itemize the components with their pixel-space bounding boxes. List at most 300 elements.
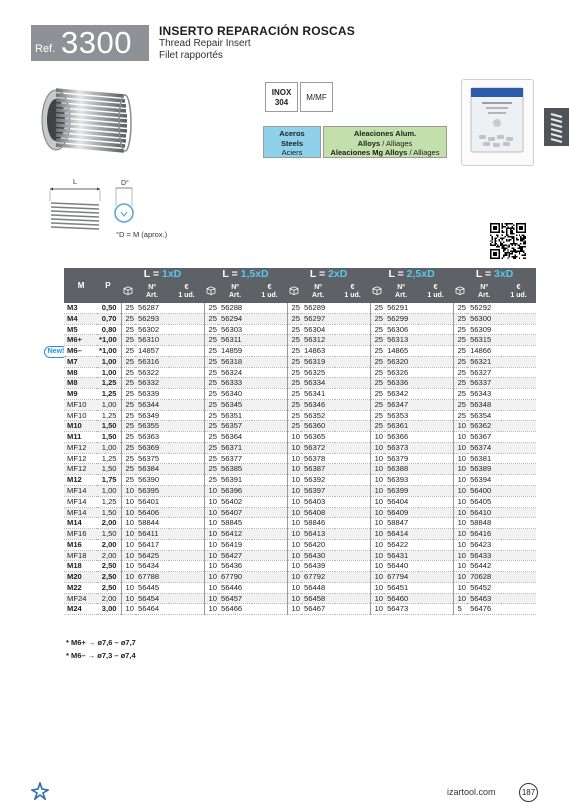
unit-price <box>169 442 204 453</box>
footnote-m6-plus: * M6+ → ø7,6 – ø7,7 <box>66 638 136 647</box>
article-number: 56334 <box>301 378 335 389</box>
unit-price <box>169 313 204 324</box>
article-number: 56374 <box>467 442 501 453</box>
article-number-header: Nº Art. <box>218 281 252 303</box>
package-qty: 10 <box>287 507 301 518</box>
unit-price <box>169 561 204 572</box>
article-number: 56293 <box>135 313 169 324</box>
table-row <box>64 582 536 593</box>
package-qty: 10 <box>121 550 135 561</box>
article-number-header: Nº Art. <box>467 281 501 303</box>
unit-price <box>418 604 453 615</box>
article-number: 67794 <box>384 572 418 583</box>
unit-price <box>335 421 370 432</box>
thread-pitch: 1,25 <box>97 410 121 421</box>
package-qty: 10 <box>453 593 467 604</box>
unit-price <box>501 464 536 475</box>
inox-grade: 304 <box>274 98 289 107</box>
package-qty: 25 <box>453 335 467 346</box>
thread-size: M7 <box>64 356 97 367</box>
package-qty: 25 <box>453 367 467 378</box>
group-header-3xd: L = 3xD <box>453 268 536 281</box>
package-qty: 25 <box>453 399 467 410</box>
unit-price <box>169 389 204 400</box>
article-number: 56371 <box>218 442 252 453</box>
article-number: 56372 <box>301 442 335 453</box>
unit-price <box>501 561 536 572</box>
package-qty: 25 <box>204 421 218 432</box>
package-qty: 25 <box>204 335 218 346</box>
package-qty: 25 <box>287 356 301 367</box>
article-number: 67788 <box>135 572 169 583</box>
unit-price <box>169 475 204 486</box>
package-qty: 25 <box>453 324 467 335</box>
asterisk-mark: * <box>99 346 102 356</box>
unit-price <box>169 529 204 540</box>
package-qty: 10 <box>370 496 384 507</box>
article-number: 56442 <box>467 561 501 572</box>
unit-price <box>252 593 287 604</box>
table-row <box>64 593 536 604</box>
thread-pitch: * 1,00 <box>97 335 121 346</box>
article-number: 56333 <box>218 378 252 389</box>
package-qty: 10 <box>370 442 384 453</box>
table-row <box>64 346 536 357</box>
page-title: INSERTO REPARACIÓN ROSCAS <box>159 24 355 38</box>
unit-price <box>252 550 287 561</box>
mg-alloys-fr: Alliages <box>413 148 440 157</box>
material-inox-box <box>265 82 298 112</box>
unit-price <box>418 432 453 443</box>
article-number: 56375 <box>135 453 169 464</box>
table-row <box>64 324 536 335</box>
package-qty: 25 <box>453 389 467 400</box>
article-number: 56327 <box>467 367 501 378</box>
package-qty: 10 <box>287 539 301 550</box>
package-qty: 10 <box>287 475 301 486</box>
unit-price <box>418 486 453 497</box>
package-qty: 10 <box>287 442 301 453</box>
subtitle-french: Filet rapportés <box>159 50 223 61</box>
group-header-1xd: L = 1xD <box>121 268 204 281</box>
article-number: 56367 <box>467 432 501 443</box>
thread-pitch: 0,50 <box>97 303 121 313</box>
article-number: 56396 <box>218 486 252 497</box>
package-qty: 25 <box>121 378 135 389</box>
article-number: 56320 <box>384 356 418 367</box>
unit-price <box>252 453 287 464</box>
package-qty: 25 <box>287 335 301 346</box>
ref-number: 3300 <box>61 25 132 60</box>
article-number: 56458 <box>301 593 335 604</box>
thread-pitch: 1,00 <box>97 442 121 453</box>
article-number: 56306 <box>384 324 418 335</box>
article-number: 56445 <box>135 582 169 593</box>
unit-price <box>418 496 453 507</box>
article-number: 56299 <box>384 313 418 324</box>
article-number: 56336 <box>384 378 418 389</box>
unit-price <box>252 303 287 313</box>
unit-price <box>501 604 536 615</box>
package-qty: 25 <box>370 356 384 367</box>
package-qty: 10 <box>370 507 384 518</box>
thread-size: MF14 <box>64 486 97 497</box>
article-number: 56291 <box>384 303 418 313</box>
package-qty: 25 <box>204 313 218 324</box>
package-qty: 25 <box>204 378 218 389</box>
article-number: 56339 <box>135 389 169 400</box>
article-number: 67792 <box>301 572 335 583</box>
unit-price <box>169 410 204 421</box>
package-qty: 10 <box>121 604 135 615</box>
article-number: 56287 <box>135 303 169 313</box>
package-qty: 10 <box>204 518 218 529</box>
package-qty: 25 <box>121 421 135 432</box>
article-number: 56403 <box>301 496 335 507</box>
unit-price <box>252 378 287 389</box>
package-qty: 25 <box>204 303 218 313</box>
article-number: 56315 <box>467 335 501 346</box>
package-qty: 25 <box>370 303 384 313</box>
article-number: 56360 <box>301 421 335 432</box>
unit-price <box>252 442 287 453</box>
article-number: 56452 <box>467 582 501 593</box>
article-number: 56365 <box>301 432 335 443</box>
unit-price <box>501 572 536 583</box>
unit-price <box>501 367 536 378</box>
thread-pitch: 1,00 <box>97 356 121 367</box>
unit-price <box>335 453 370 464</box>
unit-price <box>169 421 204 432</box>
article-number: 56454 <box>135 593 169 604</box>
article-number: 56440 <box>384 561 418 572</box>
unit-price <box>335 303 370 313</box>
article-number: 58846 <box>301 518 335 529</box>
article-number: 56389 <box>467 464 501 475</box>
unit-price <box>501 529 536 540</box>
package-qty: 10 <box>370 432 384 443</box>
article-number: 14857 <box>135 346 169 357</box>
table-row <box>64 453 536 464</box>
unit-price <box>335 561 370 572</box>
article-number: 56476 <box>467 604 501 615</box>
table-row <box>64 496 536 507</box>
thread-pitch: 1,75 <box>97 475 121 486</box>
article-number: 56373 <box>384 442 418 453</box>
unit-price <box>335 356 370 367</box>
unit-price <box>501 432 536 443</box>
unit-price <box>169 399 204 410</box>
package-qty: 10 <box>370 593 384 604</box>
price-header: € 1 ud. <box>501 281 536 303</box>
thread-pitch: 1,00 <box>97 486 121 497</box>
steels-en: Steels <box>280 138 304 148</box>
package-qty: 25 <box>287 410 301 421</box>
unit-price <box>169 496 204 507</box>
package-qty-icon <box>453 281 467 303</box>
package-qty: 10 <box>370 582 384 593</box>
package-qty: 10 <box>453 572 467 583</box>
unit-price <box>418 518 453 529</box>
package-qty-icon <box>370 281 384 303</box>
article-number: 56303 <box>218 324 252 335</box>
package-qty: 25 <box>453 356 467 367</box>
package-qty: 25 <box>204 464 218 475</box>
thread-pitch: 2,50 <box>97 561 121 572</box>
package-qty: 10 <box>287 518 301 529</box>
package-qty: 25 <box>453 303 467 313</box>
unit-price <box>169 572 204 583</box>
thread-size: M11 <box>64 432 97 443</box>
article-number: 56423 <box>467 539 501 550</box>
section-side-tab <box>544 108 569 146</box>
unit-price <box>252 529 287 540</box>
unit-price <box>501 410 536 421</box>
unit-price <box>418 561 453 572</box>
group-header-2-5xd: L = 2,5xD <box>370 268 453 281</box>
unit-price <box>169 378 204 389</box>
article-number: 56369 <box>135 442 169 453</box>
group-header-1-5xd: L = 1,5xD <box>204 268 287 281</box>
price-header: € 1 ud. <box>252 281 287 303</box>
article-number: 58848 <box>467 518 501 529</box>
unit-price <box>252 356 287 367</box>
package-qty: 10 <box>370 561 384 572</box>
package-qty: 10 <box>370 529 384 540</box>
article-number: 56316 <box>135 356 169 367</box>
unit-price <box>501 507 536 518</box>
unit-price <box>418 324 453 335</box>
table-row <box>64 539 536 550</box>
package-qty: 25 <box>204 453 218 464</box>
article-number: 56297 <box>301 313 335 324</box>
package-qty: 10 <box>287 604 301 615</box>
package-qty: 10 <box>453 496 467 507</box>
package-qty: 25 <box>453 346 467 357</box>
unit-price <box>169 432 204 443</box>
article-number: 56310 <box>135 335 169 346</box>
article-number: 56345 <box>218 399 252 410</box>
unit-price <box>418 507 453 518</box>
unit-price <box>501 303 536 313</box>
unit-price <box>169 335 204 346</box>
unit-price <box>501 313 536 324</box>
footer-website[interactable]: izartool.com <box>447 787 496 797</box>
group-header-2xd: L = 2xD <box>287 268 370 281</box>
table-row <box>64 572 536 583</box>
m-p-header <box>64 268 121 303</box>
unit-price <box>169 367 204 378</box>
unit-price <box>335 346 370 357</box>
package-qty: 25 <box>370 378 384 389</box>
package-qty: 25 <box>121 453 135 464</box>
package-qty: 10 <box>453 550 467 561</box>
table-row <box>64 518 536 529</box>
article-number: 56354 <box>467 410 501 421</box>
page-number: 187 <box>519 783 538 802</box>
package-qty: 10 <box>287 453 301 464</box>
article-number: 56422 <box>384 539 418 550</box>
package-qty: 25 <box>287 346 301 357</box>
unit-price <box>501 593 536 604</box>
unit-price <box>501 582 536 593</box>
unit-price <box>252 604 287 615</box>
article-number: 56392 <box>301 475 335 486</box>
table-row <box>64 421 536 432</box>
unit-price <box>335 593 370 604</box>
article-number: 56434 <box>135 561 169 572</box>
article-number: 14863 <box>301 346 335 357</box>
thread-pitch: 1,25 <box>97 389 121 400</box>
thread-pitch: 1,50 <box>97 432 121 443</box>
package-qty: 25 <box>370 389 384 400</box>
article-number: 14859 <box>218 346 252 357</box>
article-number: 56413 <box>301 529 335 540</box>
thread-pitch: 1,50 <box>97 464 121 475</box>
unit-price <box>169 604 204 615</box>
unit-price <box>169 518 204 529</box>
article-number: 56402 <box>218 496 252 507</box>
package-qty: 25 <box>121 475 135 486</box>
unit-price <box>418 442 453 453</box>
package-qty: 10 <box>204 561 218 572</box>
thread-pitch: 1,25 <box>97 496 121 507</box>
unit-price <box>252 572 287 583</box>
article-number: 56411 <box>135 529 169 540</box>
thread-pitch: 3,00 <box>97 604 121 615</box>
package-qty: 25 <box>370 410 384 421</box>
thread-size: M14 <box>64 518 97 529</box>
package-qty: 25 <box>204 432 218 443</box>
package-qty: 25 <box>370 421 384 432</box>
package-qty: 25 <box>121 346 135 357</box>
thread-size: M10 <box>64 421 97 432</box>
package-qty-icon <box>121 281 135 303</box>
steels-es: Aceros <box>279 129 305 138</box>
unit-price <box>335 464 370 475</box>
package-qty: 25 <box>121 313 135 324</box>
unit-price <box>169 464 204 475</box>
unit-price <box>501 550 536 561</box>
unit-price <box>335 582 370 593</box>
unit-price <box>335 313 370 324</box>
package-qty: 10 <box>287 432 301 443</box>
article-number: 56337 <box>467 378 501 389</box>
unit-price <box>501 378 536 389</box>
package-qty: 10 <box>453 453 467 464</box>
package-qty: 10 <box>121 582 135 593</box>
unit-price <box>418 421 453 432</box>
article-number: 56388 <box>384 464 418 475</box>
thread-size: MF12 <box>64 453 97 464</box>
table-row <box>64 335 536 346</box>
unit-price <box>501 335 536 346</box>
article-number: 56312 <box>301 335 335 346</box>
package-qty: 10 <box>370 486 384 497</box>
unit-price <box>335 604 370 615</box>
table-row <box>64 561 536 572</box>
thread-pitch: 2,00 <box>97 550 121 561</box>
article-number: 56348 <box>467 399 501 410</box>
brand-logo-icon <box>31 782 49 800</box>
article-number: 56451 <box>384 582 418 593</box>
package-qty: 25 <box>204 475 218 486</box>
table-row <box>64 367 536 378</box>
unit-price <box>252 367 287 378</box>
diameter-label: D° <box>121 180 129 187</box>
package-qty: 5 <box>453 604 467 615</box>
article-number: 56436 <box>218 561 252 572</box>
package-qty: 25 <box>121 399 135 410</box>
unit-price <box>335 486 370 497</box>
article-number: 56412 <box>218 529 252 540</box>
package-qty: 10 <box>121 561 135 572</box>
package-qty: 25 <box>287 313 301 324</box>
article-number: 56466 <box>218 604 252 615</box>
unit-price <box>335 507 370 518</box>
article-number: 56433 <box>467 550 501 561</box>
table-row <box>64 303 536 313</box>
article-number-header: Nº Art. <box>135 281 169 303</box>
package-qty: 10 <box>453 529 467 540</box>
unit-price <box>335 518 370 529</box>
unit-price <box>335 335 370 346</box>
new-badge: New! <box>44 346 68 358</box>
article-number: 56318 <box>218 356 252 367</box>
article-number: 56416 <box>467 529 501 540</box>
unit-price <box>252 335 287 346</box>
qr-code[interactable] <box>490 223 526 259</box>
thread-size: MF12 <box>64 442 97 453</box>
table-row <box>64 389 536 400</box>
package-qty: 10 <box>121 539 135 550</box>
package-qty: 25 <box>370 346 384 357</box>
article-number: 56464 <box>135 604 169 615</box>
package-qty: 10 <box>287 582 301 593</box>
table-row <box>64 475 536 486</box>
unit-price <box>335 539 370 550</box>
package-qty: 25 <box>121 464 135 475</box>
unit-price <box>501 453 536 464</box>
thread-size: MF16 <box>64 529 97 540</box>
package-qty: 25 <box>204 442 218 453</box>
thread-size: M8 <box>64 367 97 378</box>
unit-price <box>169 582 204 593</box>
unit-price <box>501 324 536 335</box>
unit-price <box>252 475 287 486</box>
unit-price <box>252 539 287 550</box>
thread-pitch: * 1,00 <box>97 346 121 357</box>
package-qty: 25 <box>121 356 135 367</box>
package-qty: 10 <box>453 432 467 443</box>
unit-price <box>252 496 287 507</box>
table-row <box>64 486 536 497</box>
article-number: 56414 <box>384 529 418 540</box>
unit-price <box>335 367 370 378</box>
package-qty: 25 <box>287 399 301 410</box>
thread-pitch: 1,25 <box>97 378 121 389</box>
article-number: 56344 <box>135 399 169 410</box>
inox-label: INOX <box>271 88 292 97</box>
unit-price <box>169 486 204 497</box>
package-qty: 10 <box>287 464 301 475</box>
unit-price <box>335 410 370 421</box>
separator: / <box>382 138 385 148</box>
package-qty: 25 <box>121 335 135 346</box>
asterisk-mark: * <box>99 335 102 345</box>
article-number: 56431 <box>384 550 418 561</box>
article-number: 56460 <box>384 593 418 604</box>
